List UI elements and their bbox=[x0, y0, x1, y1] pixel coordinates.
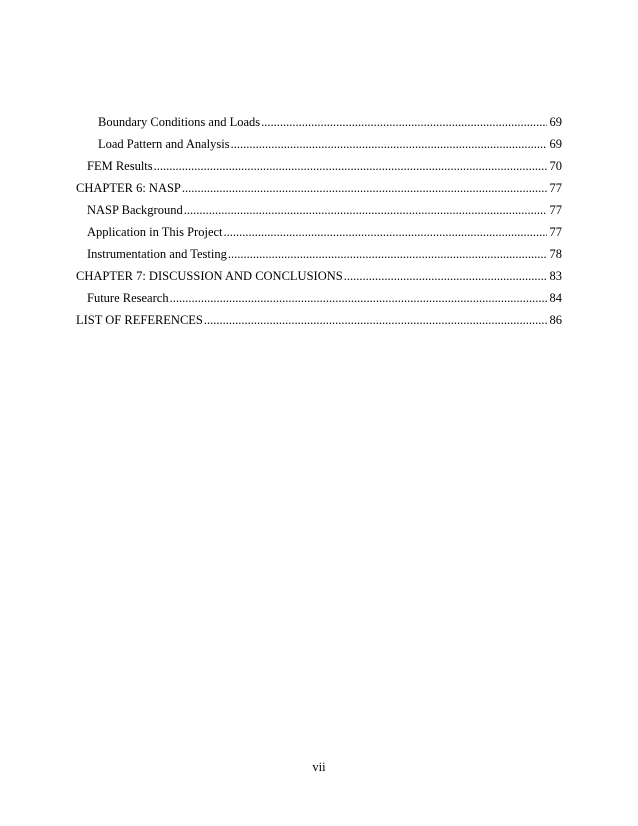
toc-entry[interactable] bbox=[76, 221, 562, 243]
toc-dot-leader bbox=[154, 155, 547, 177]
toc-entry-title: FEM Results bbox=[87, 159, 153, 173]
toc-entry-page: 77 bbox=[549, 203, 562, 217]
toc-entry-page: 70 bbox=[549, 159, 562, 173]
toc-dot-leader bbox=[228, 243, 547, 265]
toc-entry[interactable] bbox=[76, 287, 562, 309]
toc-entry-page: 77 bbox=[549, 181, 562, 195]
toc-entry-title: NASP Background bbox=[87, 203, 183, 217]
toc-entry-page: 69 bbox=[549, 115, 562, 129]
toc-entry[interactable] bbox=[76, 243, 562, 265]
toc-entry-page: 86 bbox=[549, 313, 562, 327]
toc-entry-title: Load Pattern and Analysis bbox=[98, 137, 230, 151]
toc-entry-title: Future Research bbox=[87, 291, 169, 305]
page-number: vii bbox=[312, 760, 326, 774]
toc-dot-leader bbox=[231, 133, 547, 155]
toc-entry-page: 78 bbox=[549, 247, 562, 261]
toc-entry-title: Application in This Project bbox=[87, 225, 223, 239]
toc-dot-leader bbox=[261, 111, 546, 133]
toc-entry-page: 69 bbox=[549, 137, 562, 151]
toc-entry-page: 84 bbox=[549, 291, 562, 305]
toc-entry[interactable] bbox=[76, 133, 562, 155]
toc-entry-title: LIST OF REFERENCES bbox=[76, 313, 203, 327]
toc-entry[interactable] bbox=[76, 265, 562, 287]
toc-dot-leader bbox=[344, 265, 547, 287]
table-of-contents bbox=[76, 111, 562, 331]
toc-entry-title: Boundary Conditions and Loads bbox=[98, 115, 261, 129]
toc-entry[interactable] bbox=[76, 199, 562, 221]
toc-dot-leader bbox=[182, 177, 547, 199]
toc-dot-leader bbox=[170, 287, 547, 309]
toc-entry[interactable] bbox=[76, 155, 562, 177]
toc-entry[interactable] bbox=[76, 111, 562, 133]
toc-dot-leader bbox=[184, 199, 547, 221]
toc-entry-title: CHAPTER 7: DISCUSSION AND CONCLUSIONS bbox=[76, 269, 343, 283]
toc-entry-page: 83 bbox=[549, 269, 562, 283]
toc-entry[interactable] bbox=[76, 309, 562, 331]
toc-dot-leader bbox=[224, 221, 547, 243]
toc-entry-page: 77 bbox=[549, 225, 562, 239]
toc-entry[interactable] bbox=[76, 177, 562, 199]
toc-entry-title: CHAPTER 6: NASP bbox=[76, 181, 181, 195]
toc-entry-title: Instrumentation and Testing bbox=[87, 247, 227, 261]
toc-dot-leader bbox=[204, 309, 547, 331]
